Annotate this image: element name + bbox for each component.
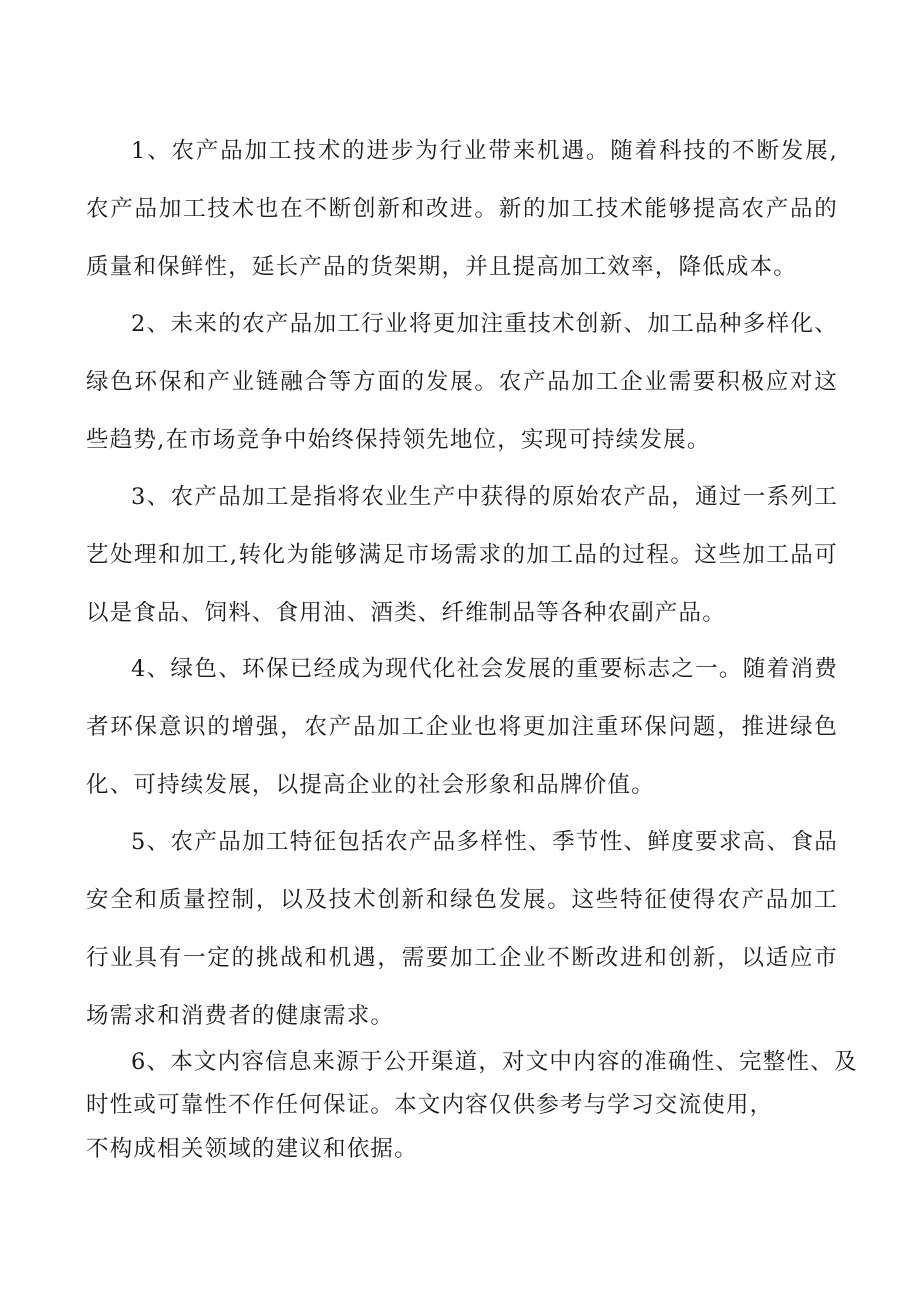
disclaimer-line-1: 6、本文内容信息来源于公开渠道，对文中内容的准确性、完整性、及 <box>131 1049 858 1075</box>
paragraph-3: 3、农产品加工是指将农业生产中获得的原始农产品，通过一系列工艺处理和加工,转化为能够满足市场需求的加工品的过程。这些加工品可以是食品、饲料、食用油、酒类、纤维制品等各种农副产品。 <box>86 484 838 626</box>
paragraph-1: 1、农产品加工技术的进步为行业带来机遇。随着科技的不断发展,农产品加工技术也在不断创新和改进。新的加工技术能够提高农产品的质量和保鲜性，延长产品的货架期，并且提高加工效率，降低成本。 <box>86 138 838 280</box>
disclaimer-line-2: 时性或可靠性不作任何保证。本文内容仅供参考与学习交流使用， <box>86 1092 774 1118</box>
paragraph-4: 4、绿色、环保已经成为现代化社会发展的重要标志之一。随着消费者环保意识的增强，农产品加工企业也将更加注重环保问题，推进绿色化、可持续发展，以提高企业的社会形象和品牌价值。 <box>86 656 838 798</box>
disclaimer-line-3: 不构成相关领域的建议和依据。 <box>86 1136 418 1162</box>
paragraph-2: 2、未来的农产品加工行业将更加注重技术创新、加工品种多样化、绿色环保和产业链融合等方面的发展。农产品加工企业需要积极应对这些趋势,在市场竞争中始终保持领先地位，实现可持续发展。 <box>86 311 838 453</box>
paragraph-5: 5、农产品加工特征包括农产品多样性、季节性、鲜度要求高、食品安全和质量控制，以及技术创新和绿色发展。这些特征使得农产品加工行业具有一定的挑战和机遇，需要加工企业不断改进和创新，以适应市场需求和消费者的健康需求。 <box>86 829 838 1029</box>
